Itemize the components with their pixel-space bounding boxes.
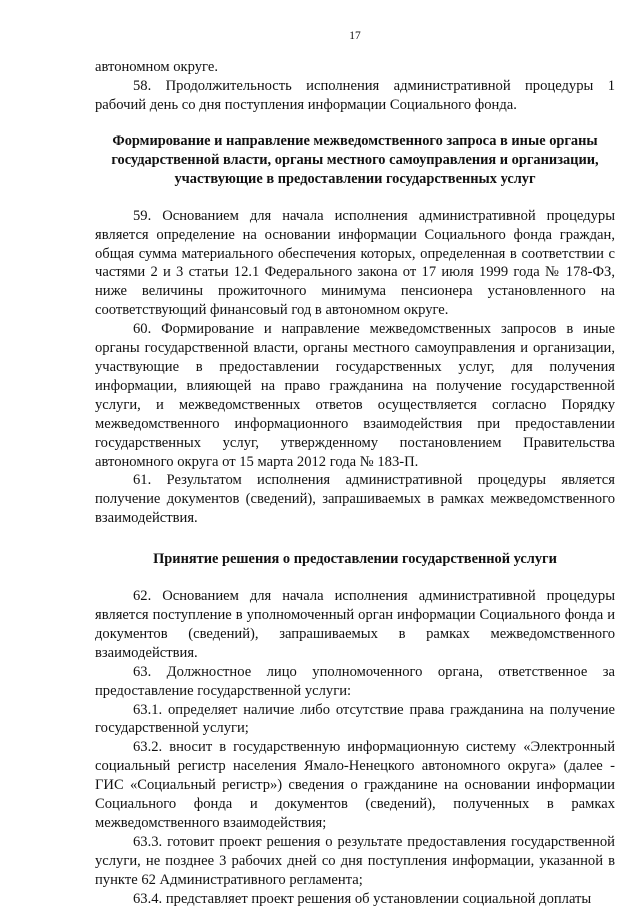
paragraph-59: 59. Основанием для начала исполнения административной процедуры является определение на основании информации Социального фонда граждан, общая сумма материального обеспечения которых, определенная в соответствии с частями 2 и 3 статьи 12.1 Федерального закона от 17 июля 1999 года № 178-ФЗ, ниже величины прожиточного минимума пенсионера установленного на соответствующий финансовый год в автономном округе. (95, 207, 615, 319)
section-heading-decision: Принятие решения о предоставлении государственной услуги (153, 551, 557, 568)
paragraph-61: 61. Результатом исполнения административной процедуры является получение документов (сведений), запрашиваемых в рамках межведомственного взаимодействия. (95, 472, 615, 527)
paragraph-continuation: автономном округе. (95, 59, 218, 75)
page-number: 17 (349, 30, 361, 42)
section-heading-interdepartmental-request: Формирование и направление межведомственного запроса в иные органы государственной власти, органы местного самоуправления и организации, участвующие в предоставлении государственных услуг (111, 132, 599, 187)
document-page (95, 0, 615, 905)
paragraph-63-2: 63.2. вносит в государственную информационную систему «Электронный социальный регистр населения Ямало-Ненецкого автономного округа» (далее - ГИС «Социальный регистр») сведения о гражданине на основании информации Социального фонда и документов (сведений), полученных в рамках межведомственного взаимодействия; (95, 739, 615, 831)
document-body (95, 58, 615, 909)
paragraph-63-3: 63.3. готовит проект решения о результате предоставления государственной услуги, не позднее 3 рабочих дней со дня поступления информации, указанной в пункте 62 Административного регламента; (95, 833, 615, 888)
paragraph-63: 63. Должностное лицо уполномоченного органа, ответственное за предоставление государственной услуги: (95, 663, 615, 699)
paragraph-60: 60. Формирование и направление межведомственных запросов в иные органы государственной власти, органы местного самоуправления и организации, участвующие в предоставлении государственных услуг, для получения информации, влияющей на право гражданина на получение государственной услуги, и межведомственных ответов осуществляется согласно Порядку межведомственного информационного взаимодействия при предоставлении государственных услуг, утвержденному постановлением Правительства автономного округа от 15 марта 2012 года № 183-П. (95, 321, 615, 470)
paragraph-62: 62. Основанием для начала исполнения административной процедуры является поступление в уполномоченный орган информации Социального фонда и документов (сведений), запрашиваемых в рамках межведомственного взаимодействия. (95, 588, 615, 661)
paragraph-58: 58. Продолжительность исполнения административной процедуры 1 рабочий день со дня поступления информации Социального фонда. (95, 77, 615, 113)
paragraph-63-4: 63.4. представляет проект решения об установлении социальной доплаты (133, 890, 592, 907)
paragraph-63-1: 63.1. определяет наличие либо отсутствие права гражданина на получение государственной услуги; (95, 701, 615, 737)
